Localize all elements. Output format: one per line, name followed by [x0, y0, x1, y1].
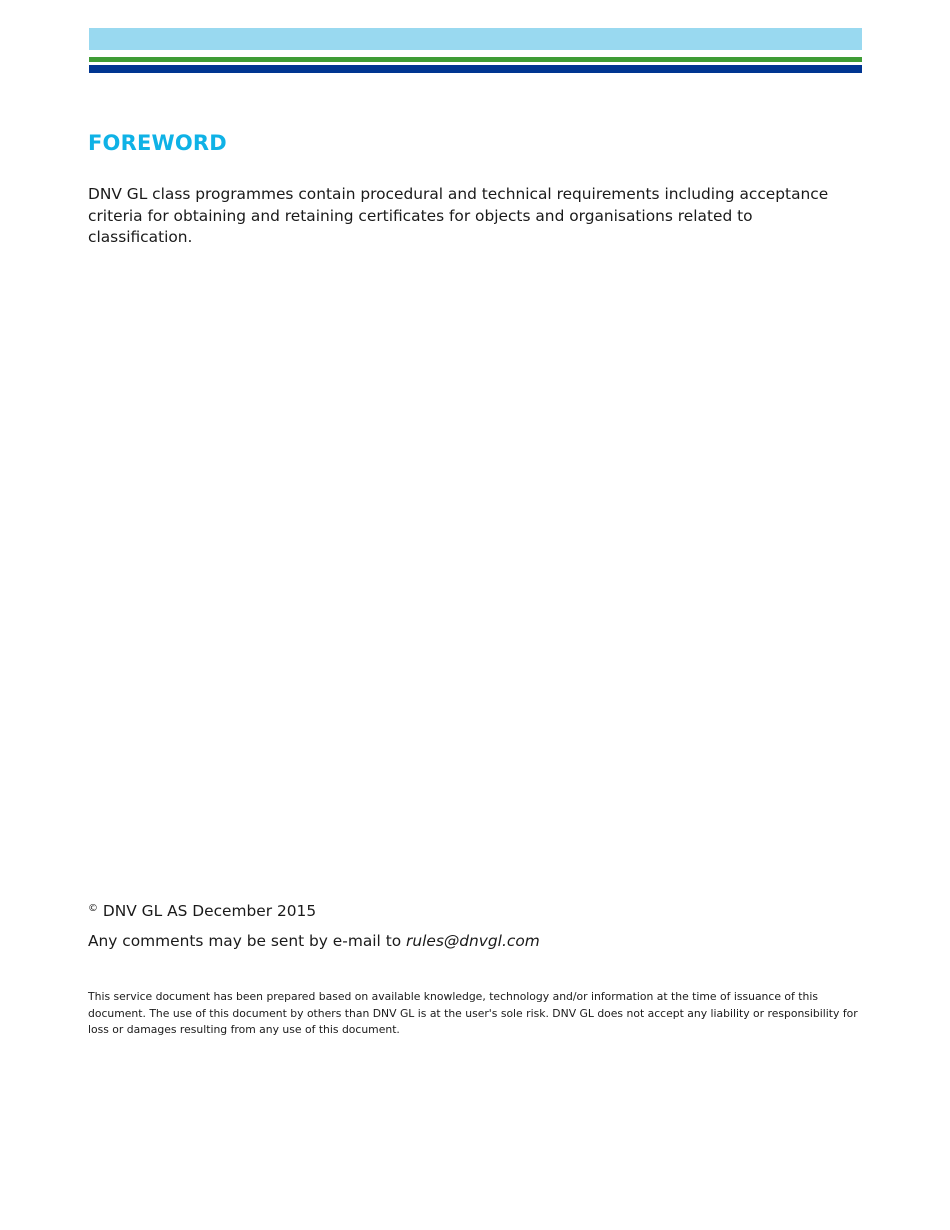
header-bar-green — [89, 57, 862, 62]
copyright-line — [88, 898, 316, 922]
foreword-heading: FOREWORD — [88, 131, 227, 155]
copyright-text: DNV GL AS December 2015 — [98, 902, 317, 920]
disclaimer-text: This service document has been prepared based on available knowledge, technology and/or information at the time of issuance of this document. The use of this document by others than DNV GL is at the user's sole risk. DNV GL does not accept any liability or responsibility for loss or damages resulting from any use of this document. — [88, 990, 858, 1037]
header-color-bars — [89, 28, 862, 73]
header-bar-navy — [89, 65, 862, 73]
copyright-symbol: © — [88, 903, 98, 914]
email-link[interactable]: rules@dnvgl.com — [406, 932, 540, 950]
header-bar-light-blue — [89, 28, 862, 50]
comments-line — [88, 931, 540, 952]
foreword-body: DNV GL class programmes contain procedural and technical requirements including acceptance criteria for obtaining and retaining certificates for objects and organisations related to classification. — [88, 185, 829, 247]
comments-prefix: Any comments may be sent by e-mail to — [88, 932, 407, 950]
